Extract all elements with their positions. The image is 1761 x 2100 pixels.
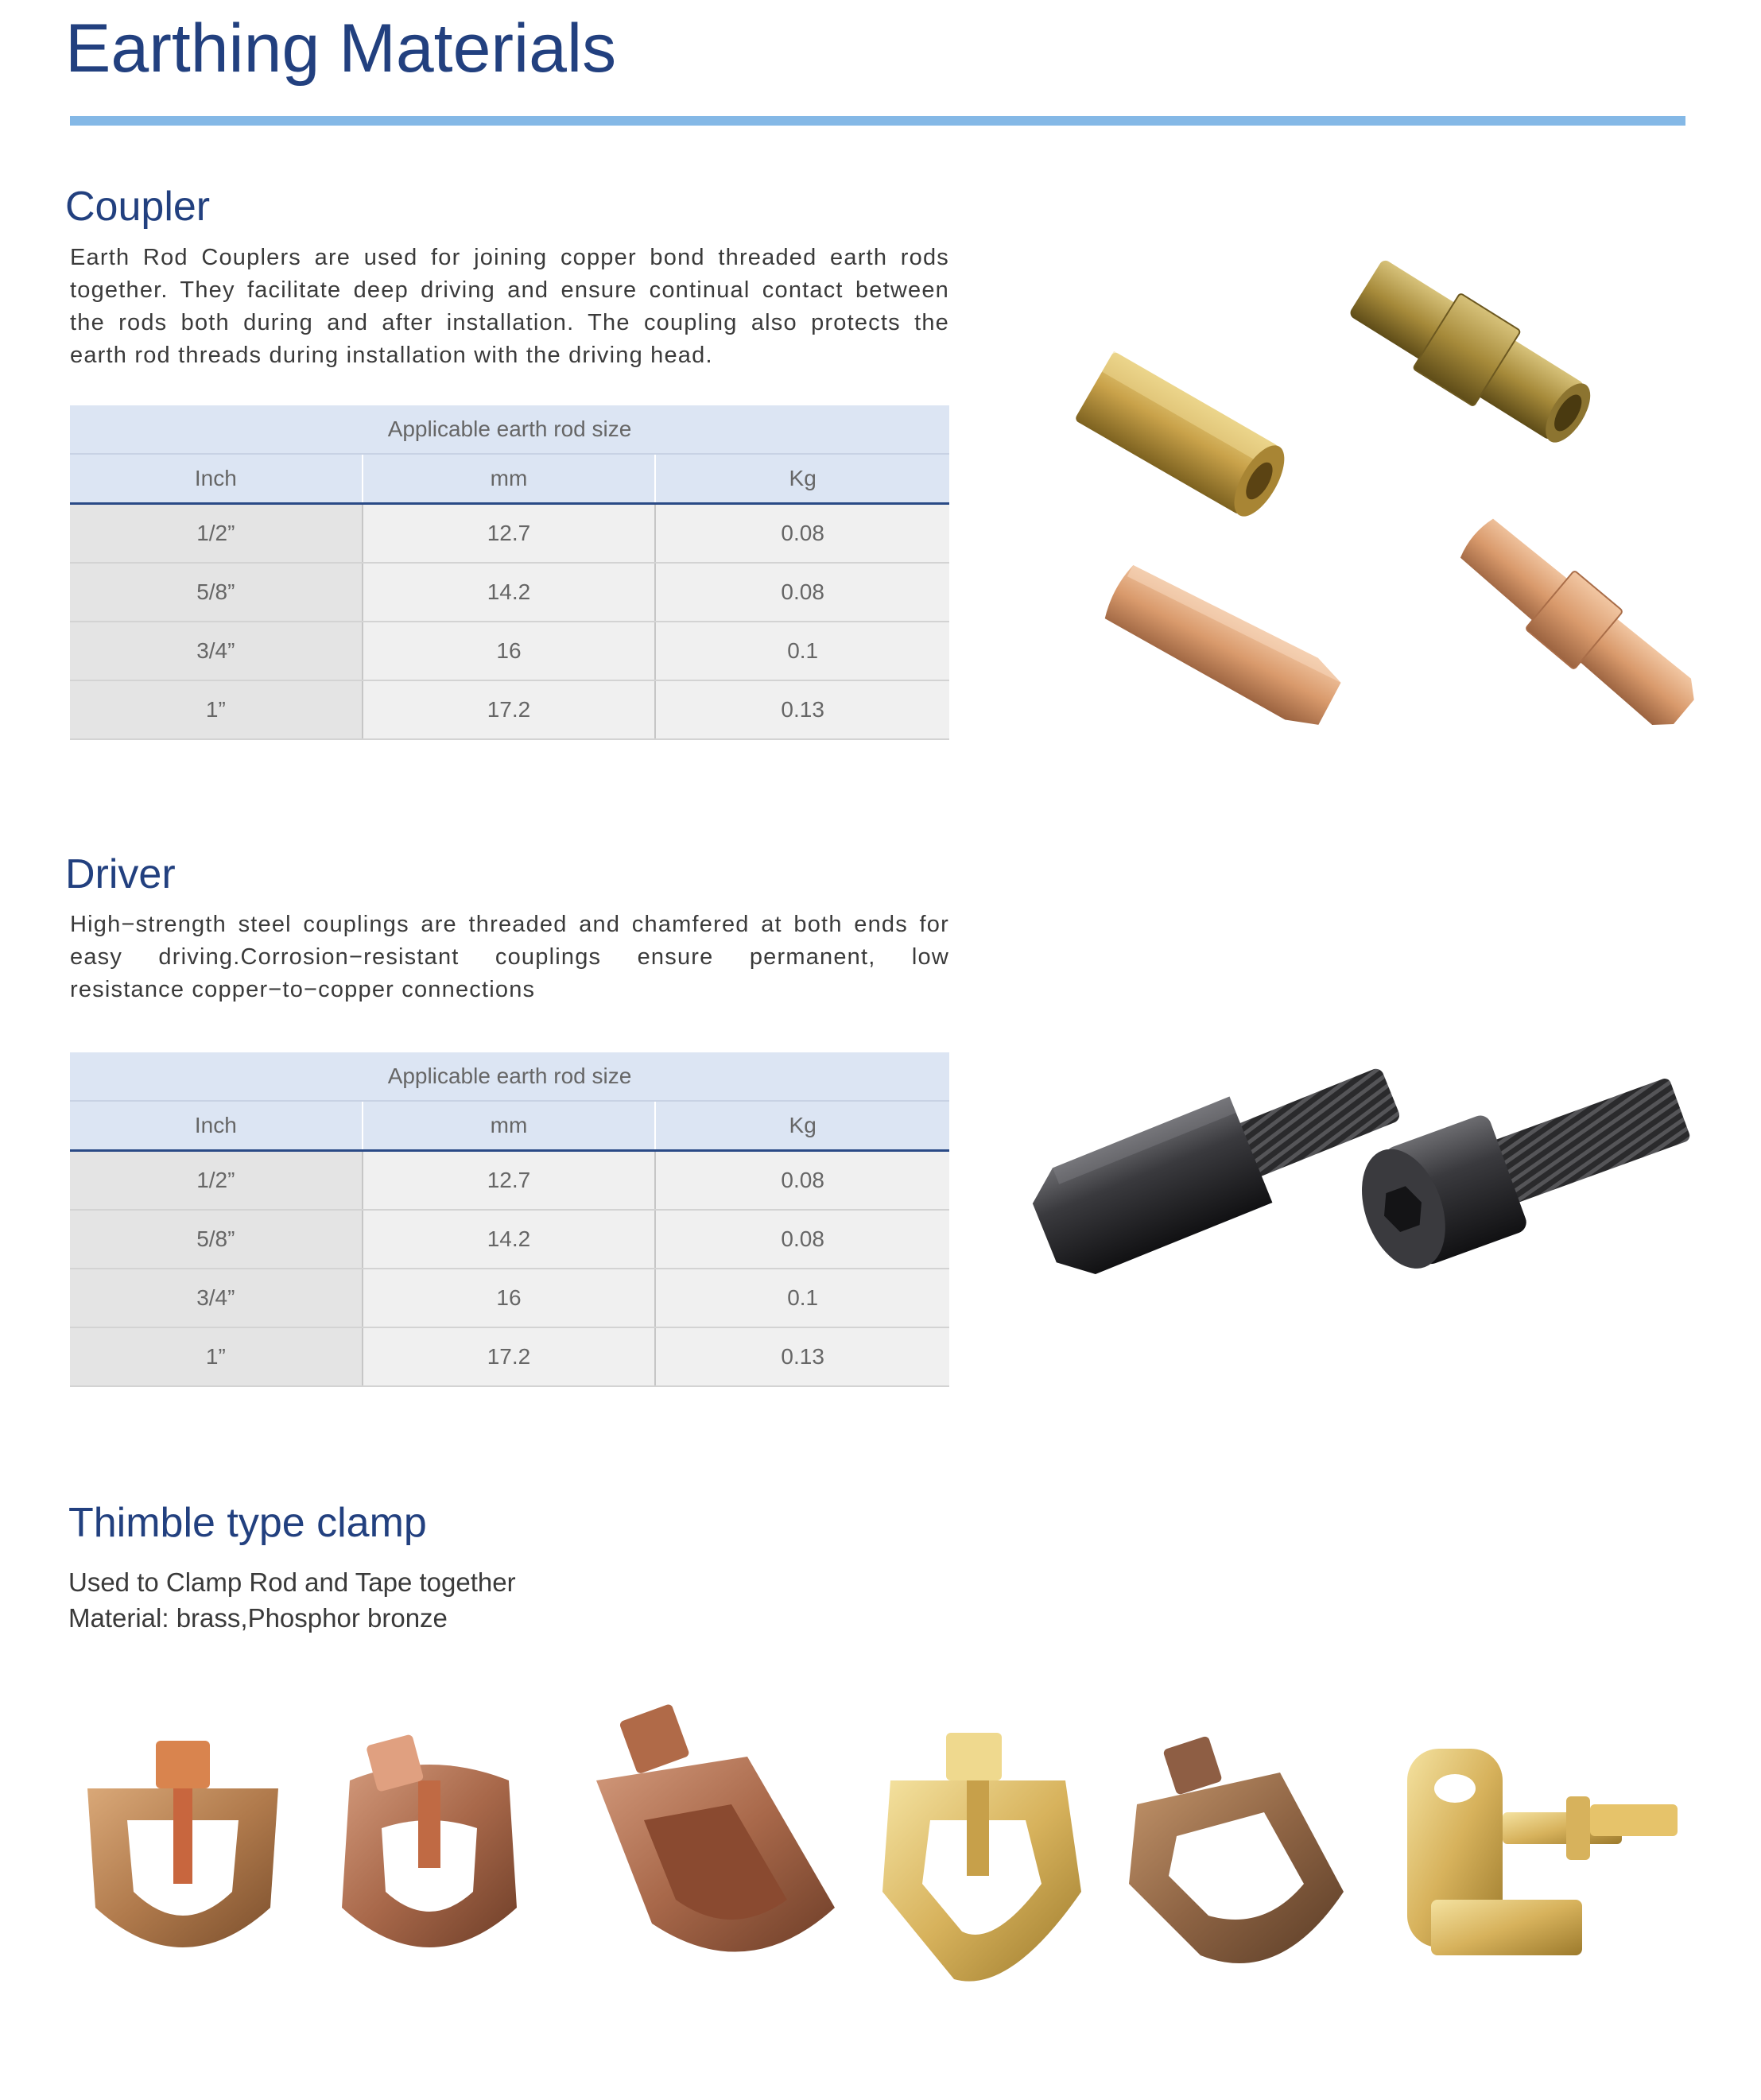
table-row	[70, 504, 949, 564]
column-header-mm: mm	[363, 1101, 656, 1151]
cell-inch: 1”	[70, 1327, 363, 1386]
coupler-description	[70, 242, 949, 372]
cell-inch: 3/4”	[70, 1269, 363, 1327]
table-row	[70, 1210, 949, 1269]
page-title: Earthing Materials	[65, 10, 617, 87]
driver-title: Driver	[65, 851, 176, 897]
coupler-desc-line: earth rod threads during installation with the driving head.	[70, 343, 713, 368]
table-row	[70, 563, 949, 622]
cell-inch: 1/2”	[70, 504, 363, 564]
driver-desc-line: easy driving.Corrosion−resistant couplings ensure permanent, low	[70, 944, 949, 970]
column-header-kg: Kg	[655, 1101, 949, 1151]
cell-mm: 12.7	[363, 504, 656, 564]
cell-mm: 16	[363, 1269, 656, 1327]
coupler-desc-line: Earth Rod Couplers are used for joining copper bond threaded earth rods	[70, 245, 949, 270]
column-header-inch: Inch	[70, 454, 363, 504]
cell-inch: 3/4”	[70, 622, 363, 680]
column-header-kg: Kg	[655, 454, 949, 504]
cell-inch: 1/2”	[70, 1151, 363, 1211]
thimble-clamp-product-images	[64, 1685, 1701, 2019]
coupler-title: Coupler	[65, 184, 211, 230]
table-row	[70, 1151, 949, 1211]
cell-kg: 0.13	[655, 1327, 949, 1386]
driver-desc-line: resistance copper−to−copper connections	[70, 977, 536, 1002]
clamp-6	[1407, 1749, 1678, 1955]
clamp-5	[1129, 1735, 1344, 1963]
cell-mm: 16	[363, 622, 656, 680]
table-row	[70, 622, 949, 680]
cell-kg: 0.1	[655, 622, 949, 680]
coupler-desc-line: together. They facilitate deep driving and ensure continual contact between	[70, 277, 949, 303]
thimble-clamp-description	[68, 1564, 516, 1636]
thimble-clamp-line: Material: brass,Phosphor bronze	[68, 1603, 448, 1633]
table-caption: Applicable earth rod size	[70, 1052, 949, 1101]
coupler-product-image	[1034, 238, 1733, 858]
table-caption: Applicable earth rod size	[70, 405, 949, 454]
driver-spec-table	[70, 1052, 949, 1387]
clamp-3	[596, 1703, 835, 1952]
table-row	[70, 1327, 949, 1386]
thimble-clamp-title: Thimble type clamp	[68, 1500, 427, 1546]
driver-product-image	[994, 1065, 1693, 1351]
cell-mm: 14.2	[363, 563, 656, 622]
cell-mm: 14.2	[363, 1210, 656, 1269]
driver-desc-line: High−strength steel couplings are threaded and chamfered at both ends for	[70, 912, 949, 937]
thimble-clamp-line: Used to Clamp Rod and Tape together	[68, 1567, 516, 1597]
clamp-2	[342, 1734, 517, 1947]
cell-inch: 1”	[70, 680, 363, 739]
cell-mm: 17.2	[363, 680, 656, 739]
cell-inch: 5/8”	[70, 1210, 363, 1269]
cell-kg: 0.08	[655, 504, 949, 564]
driver-description	[70, 909, 949, 1006]
column-header-inch: Inch	[70, 1101, 363, 1151]
clamp-4	[882, 1733, 1081, 1982]
cell-inch: 5/8”	[70, 563, 363, 622]
table-row	[70, 680, 949, 739]
cell-mm: 12.7	[363, 1151, 656, 1211]
cell-kg: 0.08	[655, 563, 949, 622]
clamp-1	[87, 1741, 278, 1947]
coupler-spec-table	[70, 405, 949, 740]
title-divider	[70, 116, 1685, 126]
table-row	[70, 1269, 949, 1327]
column-header-mm: mm	[363, 454, 656, 504]
coupler-desc-line: the rods both during and after installation. The coupling also protects the	[70, 310, 949, 335]
cell-mm: 17.2	[363, 1327, 656, 1386]
cell-kg: 0.08	[655, 1151, 949, 1211]
cell-kg: 0.1	[655, 1269, 949, 1327]
cell-kg: 0.13	[655, 680, 949, 739]
cell-kg: 0.08	[655, 1210, 949, 1269]
